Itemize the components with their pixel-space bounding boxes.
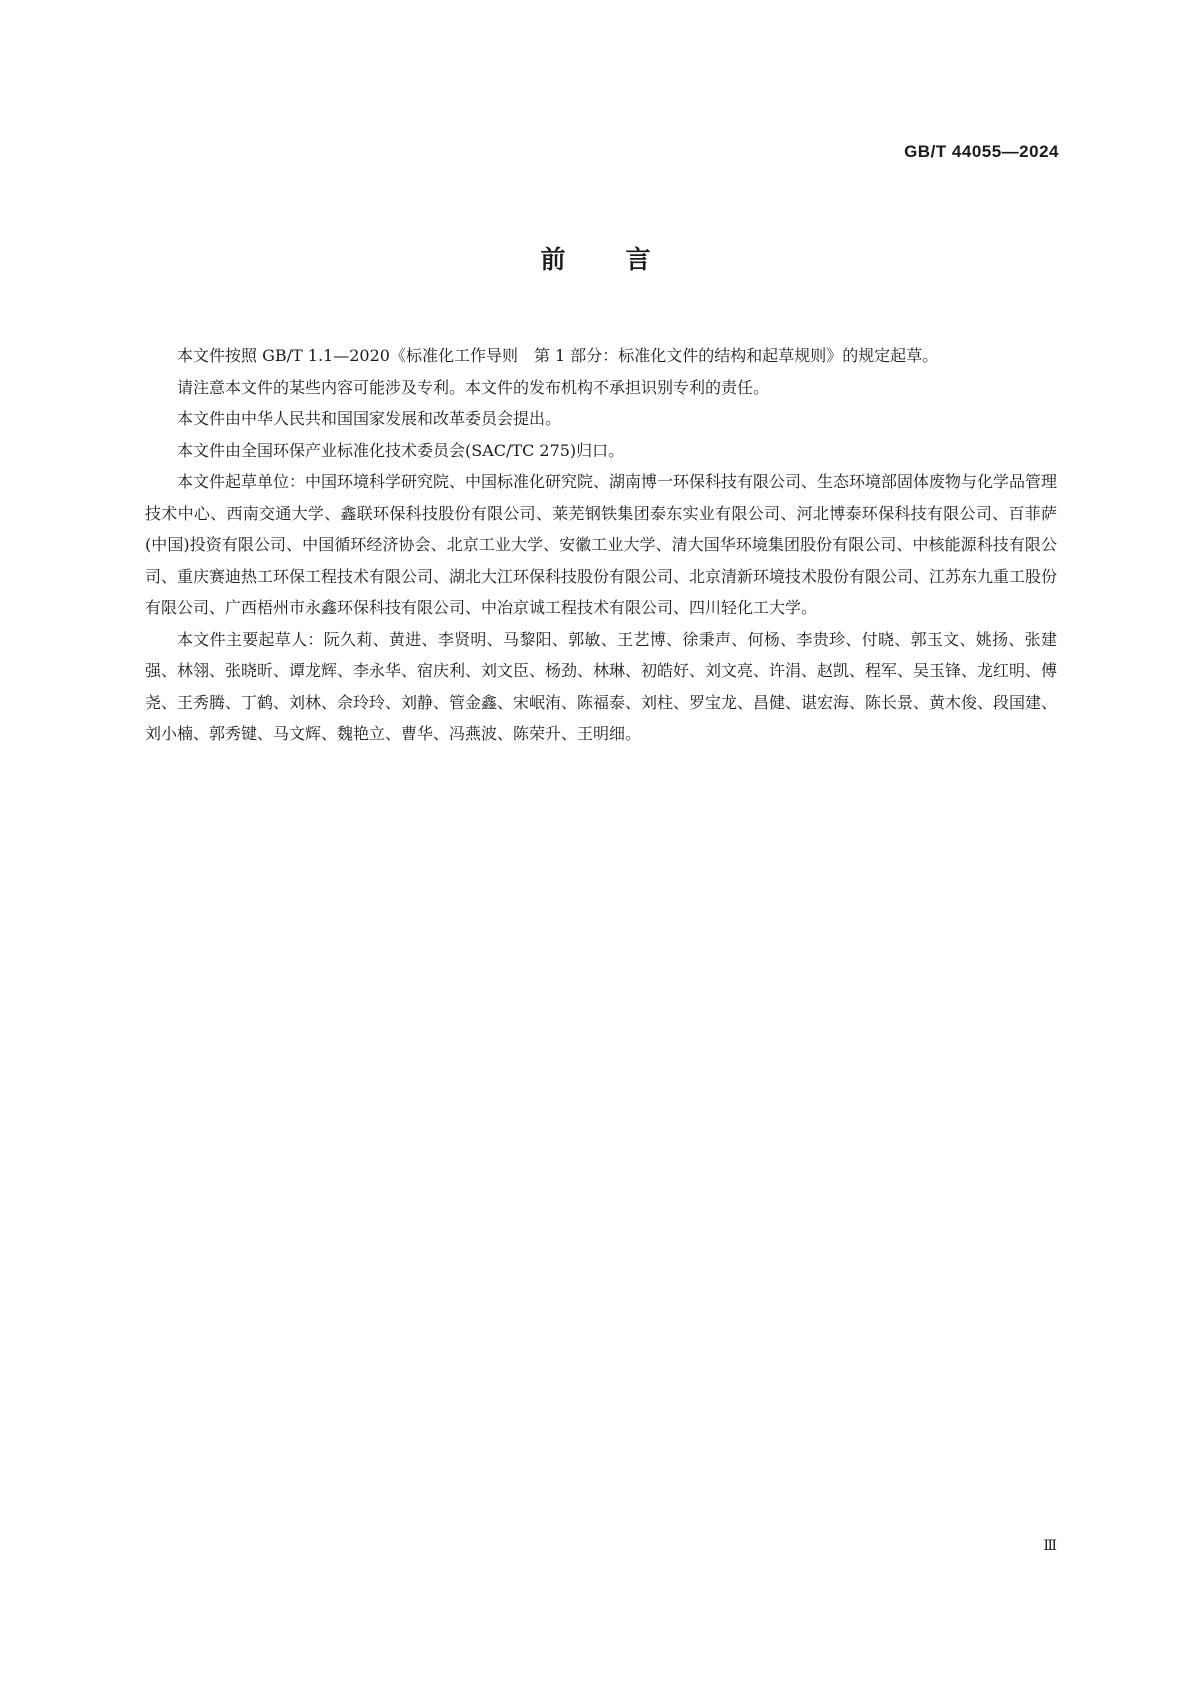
- page-number: Ⅲ: [1043, 1538, 1057, 1554]
- paragraph-technical-committee: 本文件由全国环保产业标准化技术委员会(SAC/TC 275)归口。: [177, 440, 625, 460]
- page-title: 前言: [540, 245, 711, 274]
- paragraph-drafting-organizations: 本文件起草单位：中国环境科学研究院、中国标准化研究院、湖南博一环保科技有限公司、生态环境部固体废物与化学品管理技术中心、西南交通大学、鑫联环保科技股份有限公司、莱芜钢铁集团泰东实业有限公司、河北博泰环保科技有限公司、百菲萨(中国)投资有限公司、中国循环经济协会、北京工业大学、安徽工业大学、清大国华环境集团股份有限公司、中核能源科技有限公司、重庆赛迪热工环保工程技术有限公司、湖北大江环保科技股份有限公司、北京清新环境技术股份有限公司、江苏东九重工股份有限公司、广西梧州市永鑫环保科技有限公司、中冶京诚工程技术有限公司、四川轻化工大学。: [145, 472, 1058, 617]
- paragraph-main-drafters: 本文件主要起草人：阮久莉、黄进、李贤明、马黎阳、郭敏、王艺博、徐秉声、何杨、李贵珍、付晓、郭玉文、姚扬、张建强、林翎、张晓昕、谭龙辉、李永华、宿庆利、刘文臣、杨劲、林琳、初皓好、刘文亮、许涓、赵凯、程军、吴玉锋、龙红明、傅尧、王秀腾、丁鹤、刘林、佘玲玲、刘静、管金鑫、宋岷洧、陈福泰、刘柱、罗宝龙、昌健、谌宏海、陈长景、黄木俊、段国建、刘小楠、郭秀键、马文辉、魏艳立、曹华、冯燕波、陈荣升、王明细。: [145, 629, 1058, 743]
- foreword-body: [145, 340, 1057, 750]
- paragraph-drafting-basis: 本文件按照 GB/T 1.1—2020《标准化工作导则 第 1 部分：标准化文件的结构和起草规则》的规定起草。: [177, 346, 939, 365]
- paragraph-proposer: 本文件由中华人民共和国国家发展和改革委员会提出。: [177, 409, 562, 428]
- standard-number: GB/T 44055—2024: [904, 142, 1059, 161]
- paragraph-patent-notice: 请注意本文件的某些内容可能涉及专利。本文件的发布机构不承担识别专利的责任。: [177, 377, 770, 397]
